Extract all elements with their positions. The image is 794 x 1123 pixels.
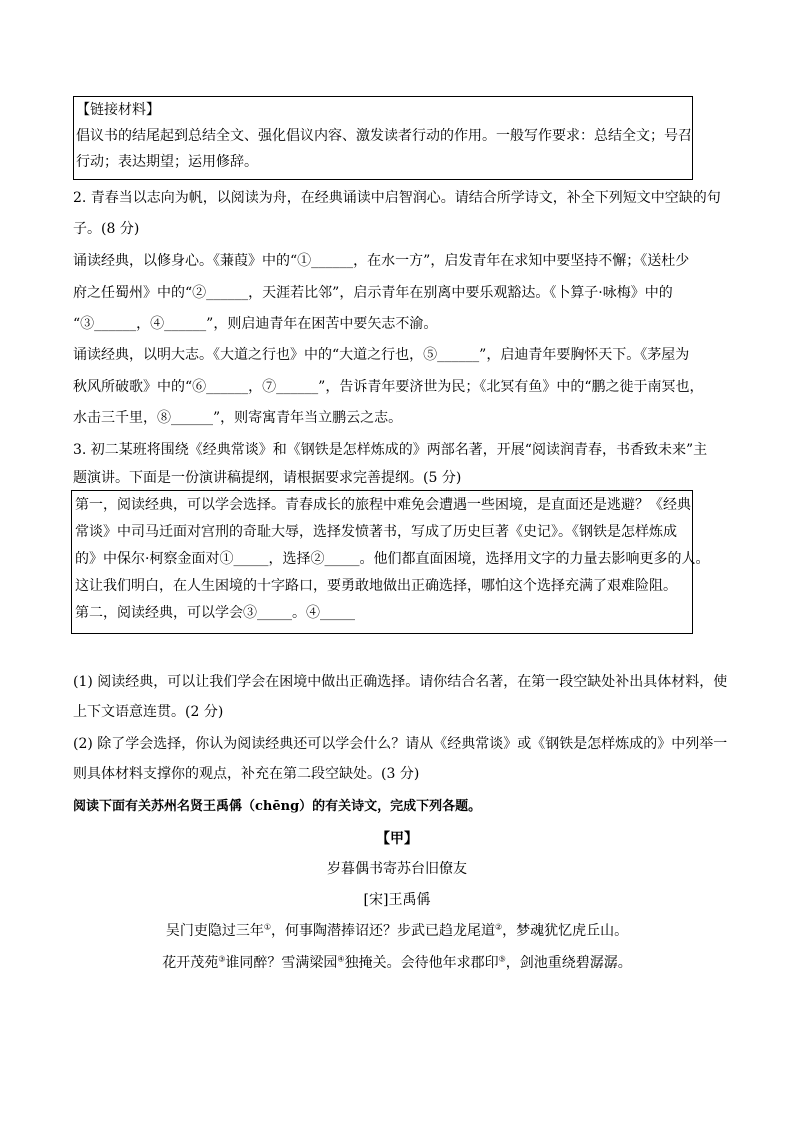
poem-text: ，梦魂犹忆虎丘山。 (502, 923, 629, 939)
q2-line: 秋风所破歌》中的“⑥______，⑦______”，告诉青年要济世为民；《北冥有鱼》中的“鹏之徙于南冥也， (73, 379, 704, 395)
poem-text: ，何事陶潜捧诏还？步武已趋龙尾道 (271, 923, 495, 939)
poem-text: ，剑池重绕碧潺潺。 (505, 955, 632, 971)
poem-text: 吴门吏隐过三年 (165, 923, 264, 939)
link-material-line: 行动；表达期望；运用修辞。 (76, 154, 258, 170)
note-mark: ② (495, 922, 503, 932)
q2-line: 2. 青春当以志向为帆，以阅读为舟，在经典诵读中启智润心。请结合所学诗文，补全下列短文中空缺的句 (73, 190, 721, 206)
note-mark: ③ (218, 954, 226, 964)
sub-question-line: 上下文语意连贯。(2 分) (73, 704, 224, 720)
q2-line: 诵读经典，以明大志。《大道之行也》中的“大道之行也，⑤______”，启迪青年要胸怀天下。《茅屋为 (73, 347, 690, 363)
link-material-title: 【链接材料】 (76, 102, 160, 118)
outline-line: 第二，阅读经典，可以学会③_____。④_____ (75, 605, 355, 621)
q2-line: “③______，④______”，则启迪青年在困苦中要矢志不渝。 (73, 316, 438, 332)
sub-question-line: (1) 阅读经典，可以让我们学会在困境中做出正确选择。请你结合名著，在第一段空缺处补出具体材料，使 (73, 674, 728, 690)
note-mark: ① (263, 922, 271, 932)
note-mark: ⑤ (498, 954, 506, 964)
q2-line: 府之任蜀州》中的“②______，天涯若比邻”，启示青年在别离中要乐观豁达。《卜算子·咏梅》中的 (73, 285, 673, 301)
reading-intro: 阅读下面有关苏州名贤王禹偁（chēng）的有关诗文，完成下列各题。 (73, 799, 482, 814)
link-material-line: 倡议书的结尾起到总结全文、强化倡议内容、激发读者行动的作用。一般写作要求：总结全文；号召 (76, 128, 692, 144)
poem-text: 独掩关。会待他年求郡印 (344, 955, 499, 971)
poem-author: [宋]王禹偁 (363, 892, 431, 908)
q2-line: 子。(8 分) (73, 221, 140, 237)
poem-text: 花开茂苑 (162, 955, 219, 971)
sub-question-line: (2) 除了学会选择，你认为阅读经典还可以学会什么？请从《经典常谈》或《钢铁是怎样炼成的》中列举一 (73, 736, 728, 752)
q3-line: 题演讲。下面是一份演讲稿提纲，请根据要求完善提纲。(5 分) (73, 470, 462, 486)
section-label: 【甲】 (376, 831, 418, 847)
q2-line: 水击三千里，⑧______”，则寄寓青年当立鹏云之志。 (73, 410, 403, 426)
poem-text: 谁同醉？雪满梁园 (225, 955, 338, 971)
poem-line-1 (0, 921, 794, 941)
q3-line: 3. 初二某班将围绕《经典常谈》和《钢铁是怎样炼成的》两部名著，开展“阅读润青春，书香致未来”主 (73, 442, 708, 458)
outline-line: 的》中保尔·柯察金面对①_____，选择②_____。他们都直面困境，选择用文字的力量去影响更多的人。 (75, 551, 710, 567)
outline-line: 这让我们明白，在人生困境的十字路口，要勇敢地做出正确选择，哪怕这个选择充满了艰难险阻。 (75, 578, 677, 594)
poem-title: 岁暮偶书寄苏台旧僚友 (327, 861, 467, 877)
outline-line: 第一，阅读经典，可以学会选择。青春成长的旅程中难免会遭遇一些困境，是直面还是逃避？《经典 (75, 497, 691, 513)
poem-line-2 (0, 953, 794, 973)
sub-question-line: 则具体材料支撑你的观点，补充在第二段空缺处。(3 分) (73, 766, 420, 782)
note-mark: ④ (337, 954, 345, 964)
outline-line: 常谈》中司马迁面对宫刑的奇耻大辱，选择发愤著书，写成了历史巨著《史记》。《钢铁是怎样炼成 (75, 524, 677, 540)
q2-line: 诵读经典，以修身心。《蒹葭》中的“①______，在水一方”，启发青年在求知中要坚持不懈；《送杜少 (73, 253, 690, 269)
